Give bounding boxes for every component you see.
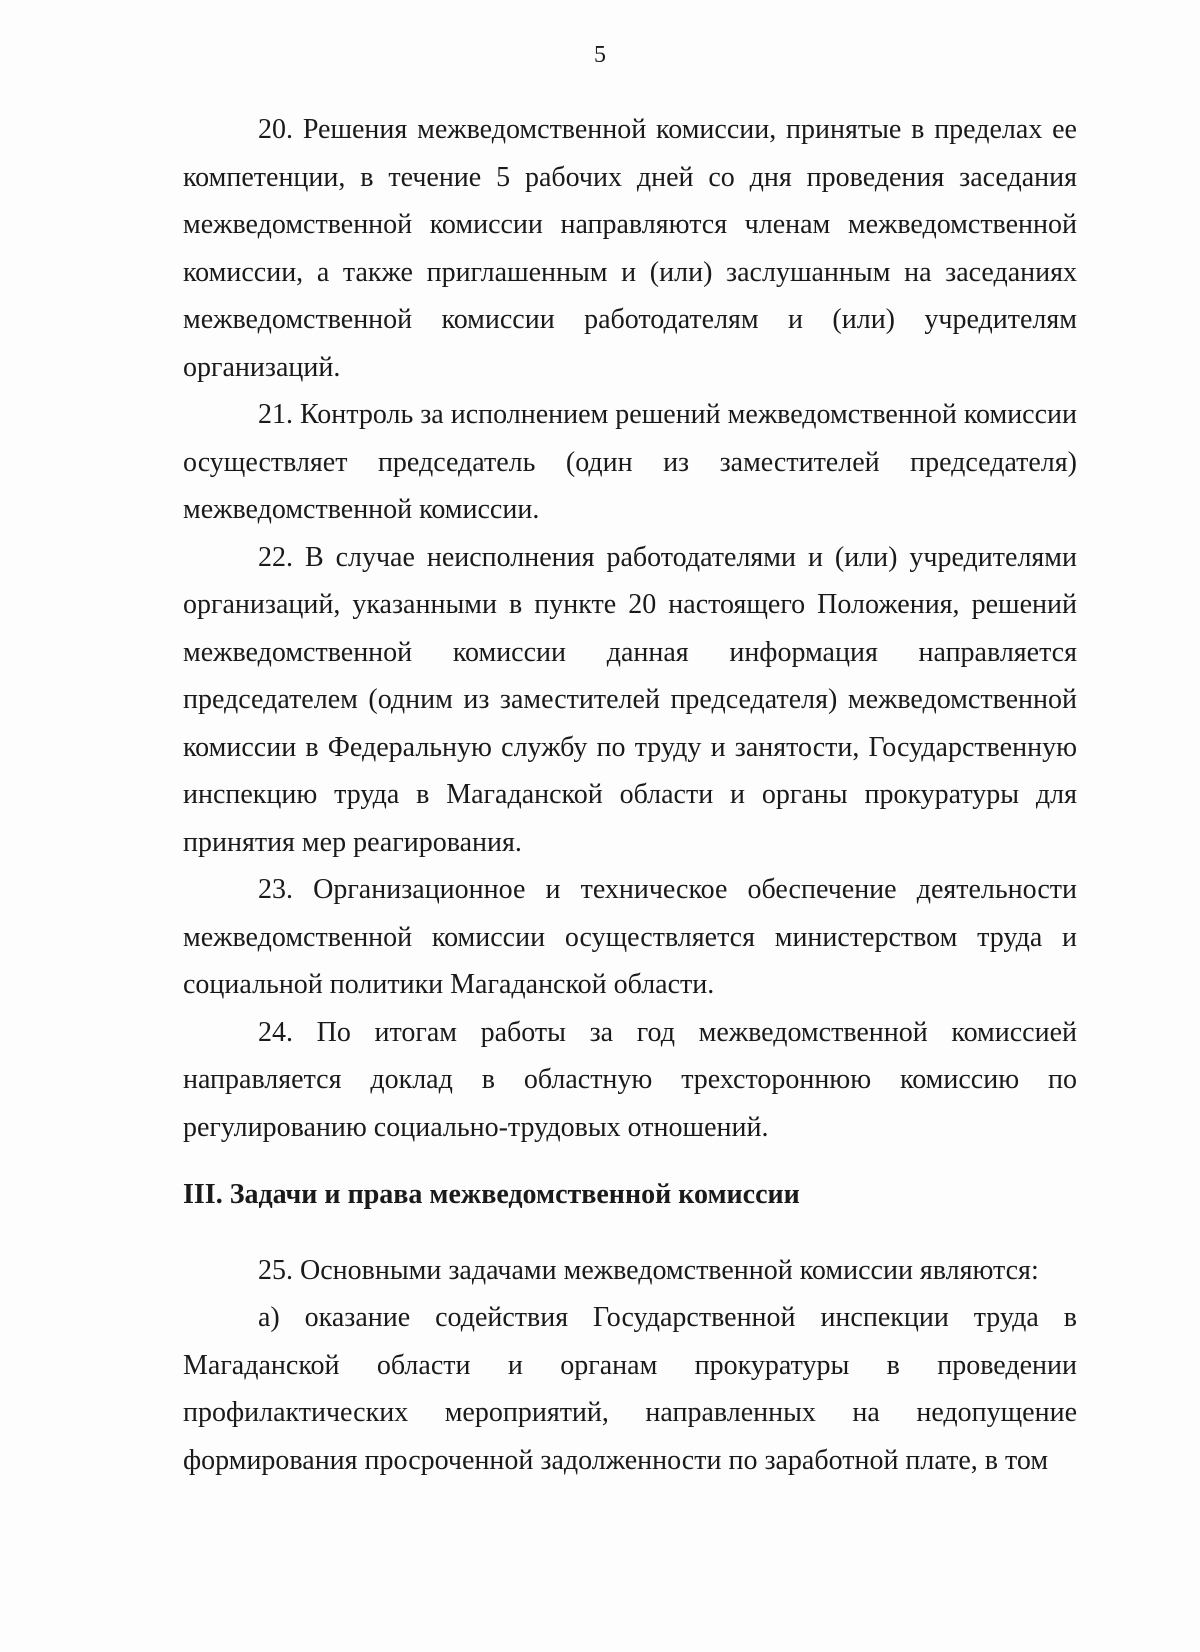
paragraph-24: 24. По итогам работы за год межведомственной комиссией направляется доклад в областную трехстороннюю комиссию по регулированию социально-трудовых отношений. bbox=[183, 1016, 1077, 1143]
document-body bbox=[183, 106, 1077, 1484]
page-number: 5 bbox=[594, 42, 606, 68]
paragraph-25: 25. Основными задачами межведомственной комиссии являются: bbox=[258, 1254, 1039, 1286]
paragraph-21: 21. Контроль за исполнением решений межведомственной комиссии осуществляет председатель (один из заместителей председателя) межведомственной комиссии. bbox=[183, 399, 1077, 525]
section-heading: III. Задачи и права межведомственной комиссии bbox=[183, 1179, 800, 1210]
paragraph-22: 22. В случае неисполнения работодателями и (или) учредителями организаций, указанными в пункте 20 настоящего Положения, решений межведомственной комиссии данная информация направляется председателем (одним из заместителей председателя) межведомственной комиссии в Федеральную службу по труду и занятости, Государственную инспекцию труда в Магаданской области и органы прокуратуры для принятия мер реагирования. bbox=[183, 541, 1077, 858]
paragraph-23: 23. Организационное и техническое обеспечение деятельности межведомственной комиссии осуществляется министерством труда и социальной политики Магаданской области. bbox=[183, 874, 1077, 1000]
paragraph-20: 20. Решения межведомственной комиссии, принятые в пределах ее компетенции, в течение 5 рабочих дней со дня проведения заседания межведомственной комиссии направляются членам межведомственной комиссии, а также приглашенным и (или) заслушанным на заседаниях межведомственной комиссии работодателям и (или) учредителям организаций. bbox=[183, 114, 1077, 383]
paragraph-25-a: а) оказание содействия Государственной инспекции труда в Магаданской области и органам прокуратуры в проведении профилактических мероприятий, направленных на недопущение формирования просроченной задолженности по заработной плате, в том bbox=[183, 1302, 1077, 1476]
